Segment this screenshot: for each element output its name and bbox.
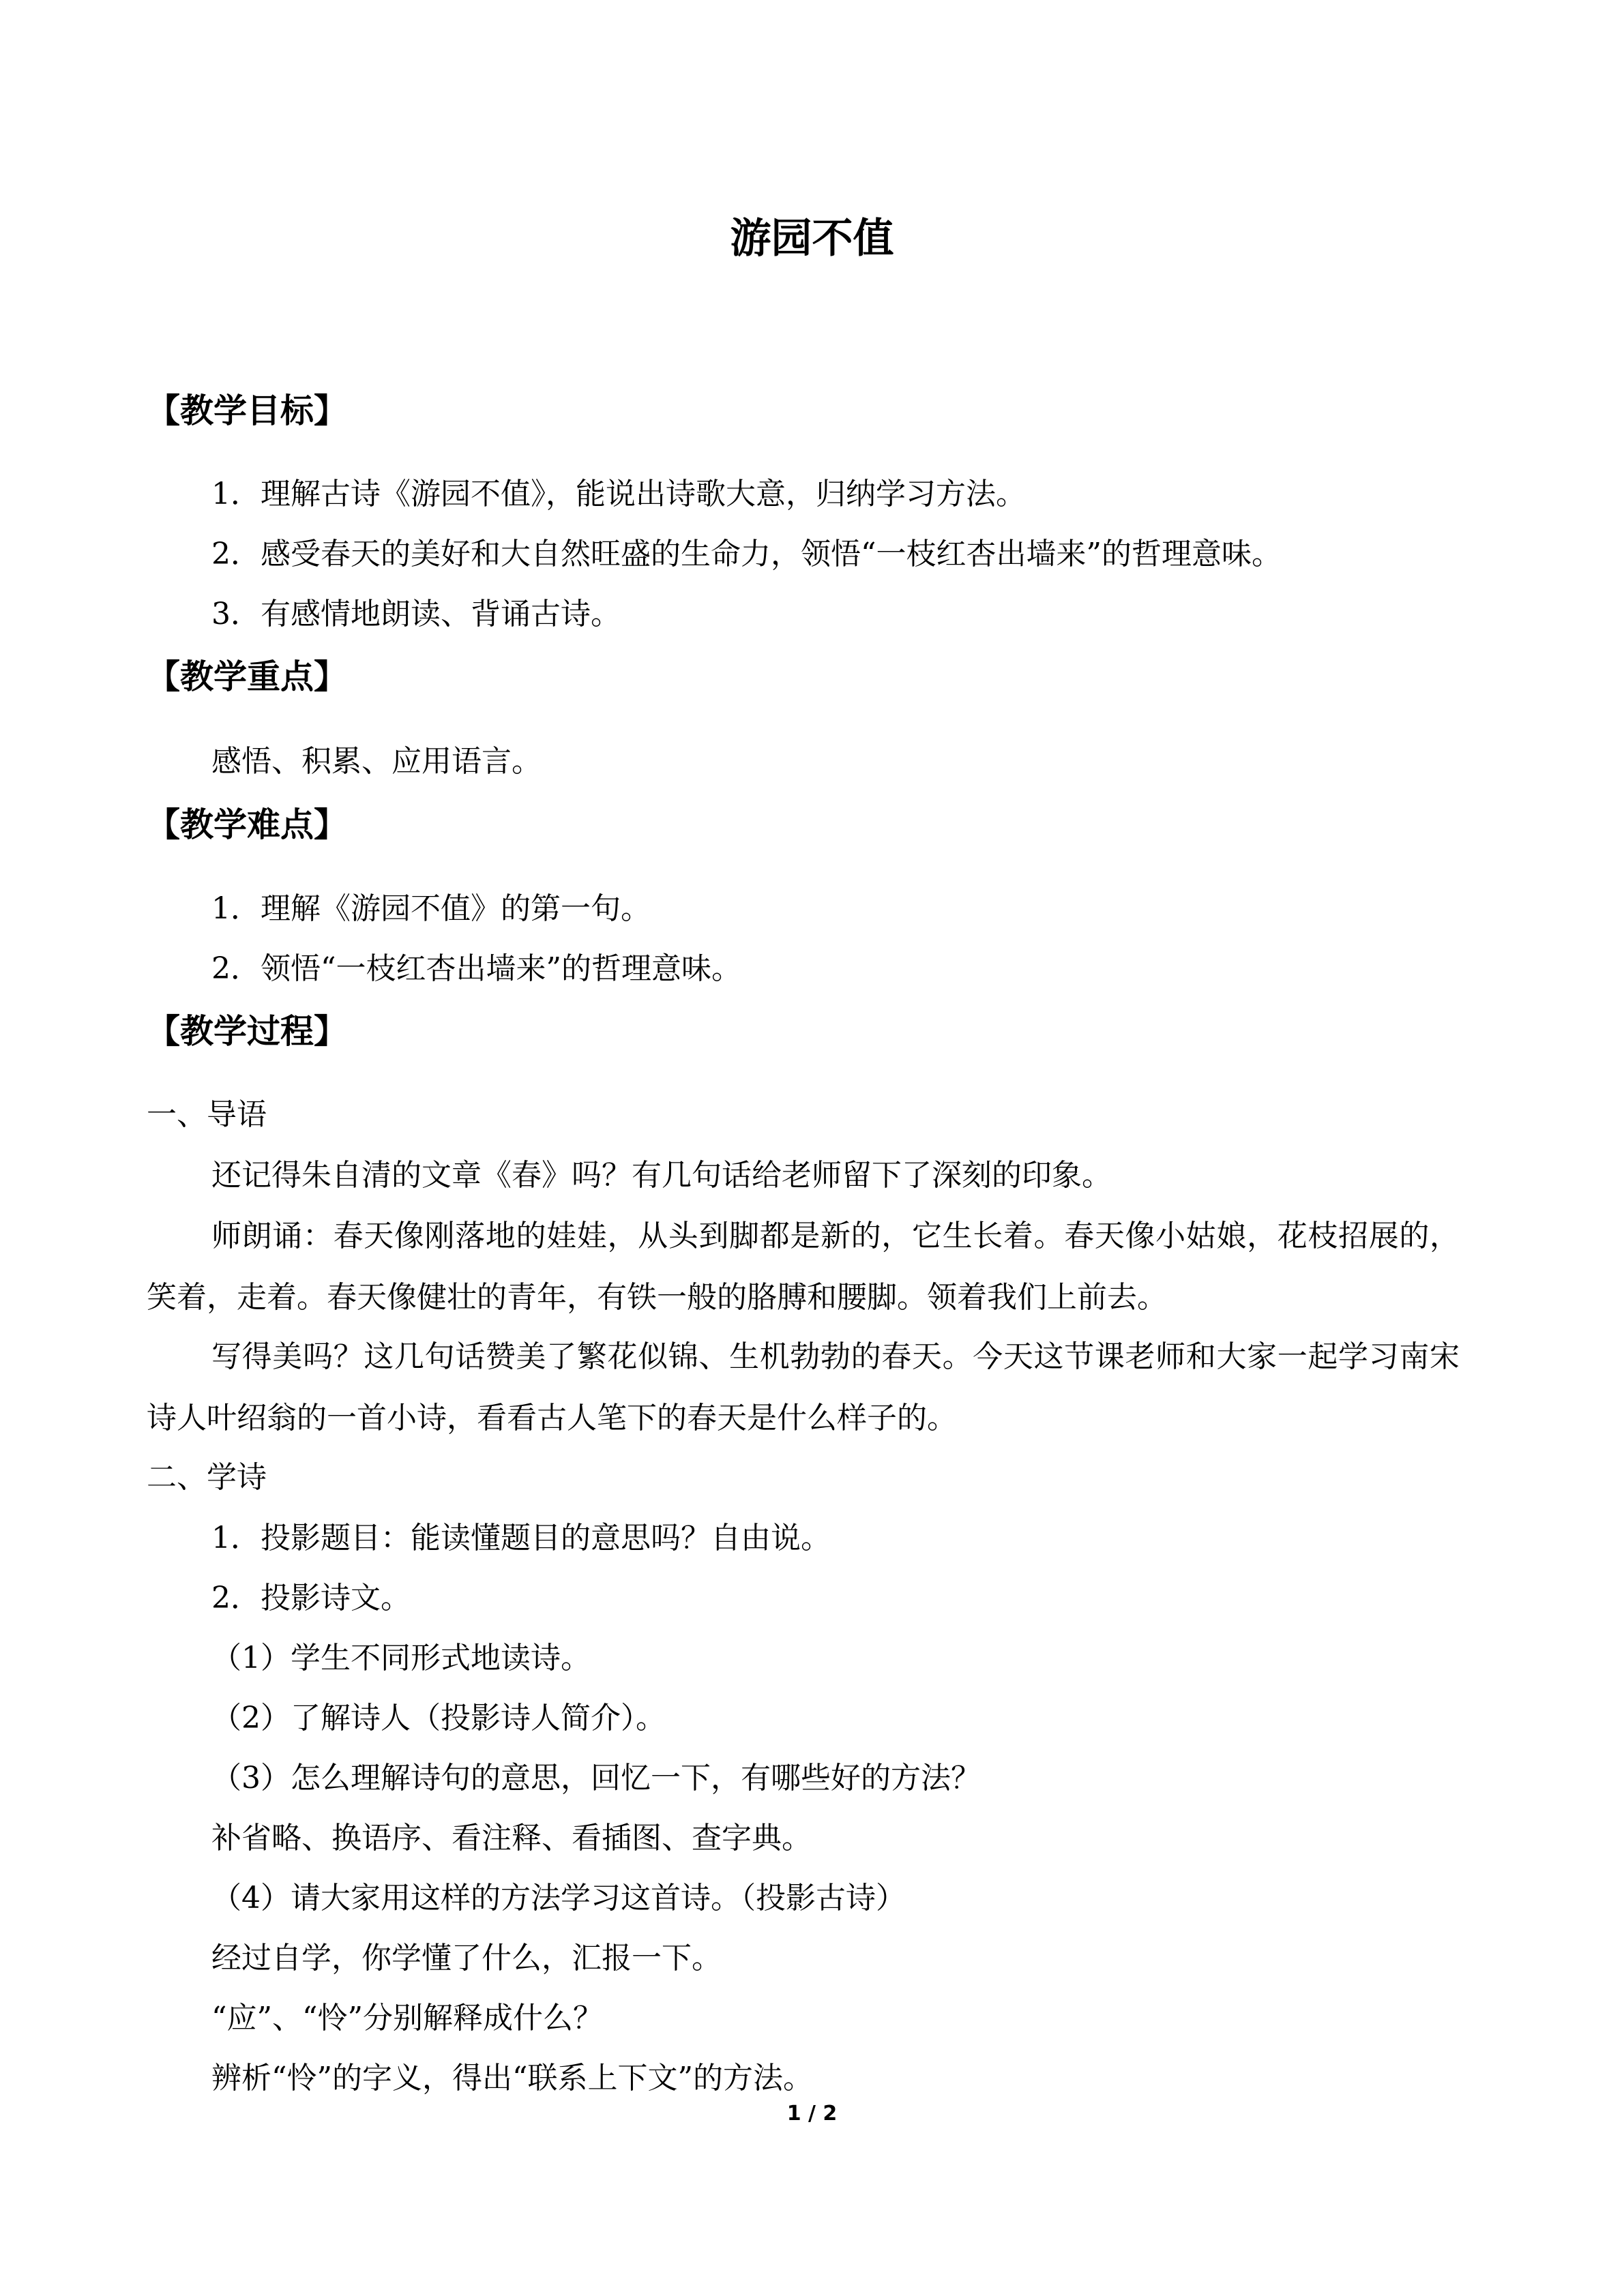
poem-step-line: 辨析“怜”的字义，得出“联系上下文”的方法。 bbox=[211, 2061, 813, 2096]
poem-step-line: 经过自学，你学懂了什么，汇报一下。 bbox=[211, 1941, 722, 1976]
objective-item: 1．理解古诗《游园不值》，能说出诗歌大意，归纳学习方法。 bbox=[211, 477, 1026, 511]
poem-step-line: （1）学生不同形式地读诗。 bbox=[211, 1641, 591, 1675]
difficulty-item: 2．领悟“一枝红杏出墙来”的哲理意味。 bbox=[211, 951, 741, 986]
objective-item: 3．有感情地朗读、背诵古诗。 bbox=[211, 597, 621, 631]
part-title-poem: 二、学诗 bbox=[147, 1460, 267, 1495]
intro-paragraph: 写得美吗？这几句话赞美了繁花似锦、生机勃勃的春天。今天这节课老师和大家一起学习南宋诗人叶绍翁的一首小诗，看看古人笔下的春天是什么样子的。 bbox=[147, 1339, 1460, 1435]
poem-step-line: 2．投影诗文。 bbox=[211, 1581, 411, 1615]
poem-step-line: （4）请大家用这样的方法学习这首诗。（投影古诗） bbox=[211, 1881, 906, 1915]
intro-paragraph: 还记得朱自清的文章《春》吗？有几句话给老师留下了深刻的印象。 bbox=[211, 1158, 1112, 1193]
page-number: 1 / 2 bbox=[786, 2102, 838, 2126]
section-heading-process: 【教学过程】 bbox=[147, 1012, 348, 1051]
intro-paragraph: 师朗诵：春天像刚落地的娃娃，从头到脚都是新的，它生长着。春天像小姑娘，花枝招展的，笑着，走着。春天像健壮的青年，有铁一般的胳膊和腰脚。领着我们上前去。 bbox=[147, 1219, 1460, 1315]
poem-step-line: （2）了解诗人（投影诗人简介）。 bbox=[211, 1701, 666, 1735]
difficulty-item: 1．理解《游园不值》的第一句。 bbox=[211, 891, 651, 926]
document-title: 游园不值 bbox=[730, 215, 894, 263]
section-heading-keypoints: 【教学重点】 bbox=[147, 657, 348, 696]
section-heading-objectives: 【教学目标】 bbox=[147, 391, 348, 430]
poem-step-line: （3）怎么理解诗句的意思，回忆一下，有哪些好的方法？ bbox=[211, 1761, 981, 1795]
poem-step-line: 1．投影题目：能读懂题目的意思吗？自由说。 bbox=[211, 1521, 831, 1555]
poem-step-line: 补省略、换语序、看注释、看插图、查字典。 bbox=[211, 1821, 812, 1855]
objective-item: 2．感受春天的美好和大自然旺盛的生命力，领悟“一枝红杏出墙来”的哲理意味。 bbox=[211, 537, 1282, 571]
part-title-intro: 一、导语 bbox=[147, 1097, 267, 1132]
poem-step-line: “应”、“怜”分别解释成什么？ bbox=[211, 2001, 603, 2036]
section-heading-difficulties: 【教学难点】 bbox=[147, 805, 348, 844]
keypoints-text: 感悟、积累、应用语言。 bbox=[211, 744, 542, 779]
